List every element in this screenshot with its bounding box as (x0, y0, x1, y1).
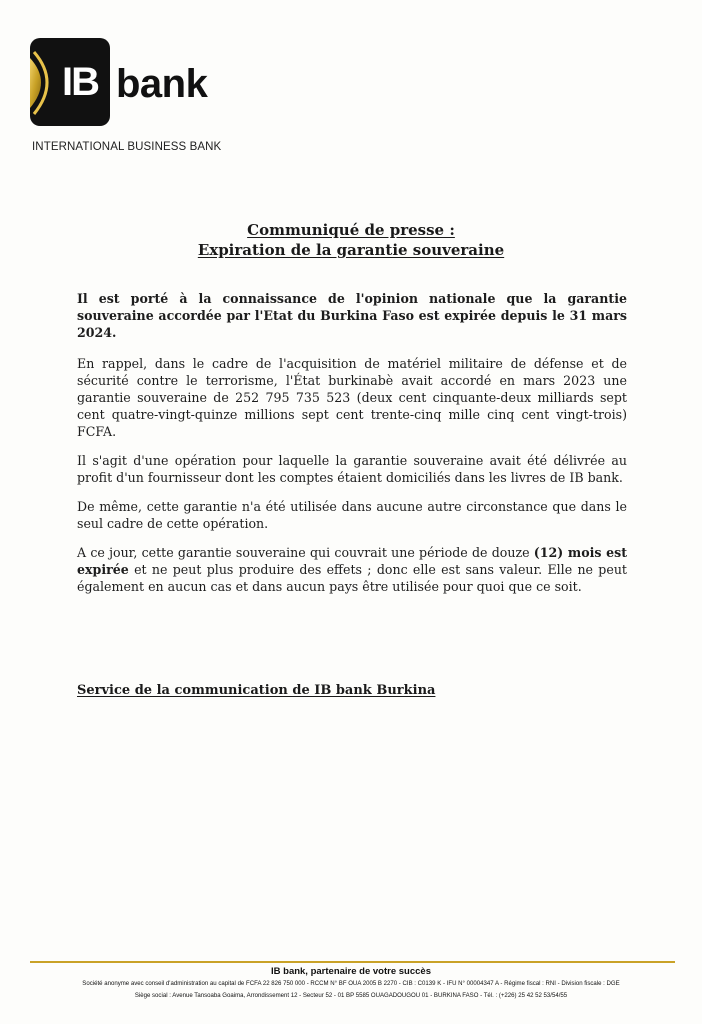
paragraph-operation: Il s'agit d'une opération pour laquelle la garantie souveraine avait été délivrée au profit d'un fournisseur dont les comptes étaient domiciliés dans les livres de IB bank. (77, 453, 627, 485)
footer-slogan: IB bank, partenaire de votre succès (271, 966, 431, 977)
paragraph-expiry (77, 544, 627, 595)
expiry-text-end: et ne peut plus produire des effets ; donc elle est sans valeur. Elle ne peut également en aucun cas et dans aucun pays être utilisée pour quoi que ce soit. (77, 562, 627, 594)
ib-bank-logo (30, 38, 230, 130)
expiry-text-bold: (12) mois est expirée (77, 545, 628, 577)
lead-paragraph: Il est porté à la connaissance de l'opinion nationale que la garantie souveraine accordée par l'Etat du Burkina Faso est expirée depuis le 31 mars 2024. (77, 291, 627, 340)
paragraph-recall: En rappel, dans le cadre de l'acquisition de matériel militaire de défense et de sécurité contre le terrorisme, l'État burkinabè avait accordé en mars 2023 une garantie souveraine de 252 795 735 523 (deux cent cinquante-deux milliards sept cent quatre-vingt-quinze millions sept cent trente-cinq mille cinq cent vingt-trois) FCFA. (77, 356, 627, 439)
paragraph-usage: De même, cette garantie n'a été utilisée dans aucune autre circonstance que dans le seul cadre de cette opération. (77, 499, 627, 531)
logo-initials: IB (62, 60, 98, 104)
title-line-1: Communiqué de presse : (247, 221, 455, 239)
title-line-2: Expiration de la garantie souveraine (197, 241, 505, 259)
logo-mark (30, 38, 110, 126)
expiry-text-start: A ce jour, cette garantie souveraine qui couvrait une période de douze (77, 545, 534, 560)
footer-legal-info: Société anonyme avec conseil d'administration au capital de FCFA 22 826 750 000 - RCCM N° BF OUA 2005 B 2270 - CIB : C0139 K - IFU N° 00004347 A - Régime fiscal : RNI - Division fiscale : DGE (82, 980, 620, 987)
signature: Service de la communication de IB bank Burkina (77, 683, 436, 698)
footer-divider (30, 961, 675, 963)
logo-wordmark: bank (116, 62, 208, 106)
document-title (0, 220, 702, 260)
bank-full-name: INTERNATIONAL BUSINESS BANK (32, 141, 222, 153)
footer-address: Siège social : Avenue Tansoaba Goaima, Arrondissement 12 - Secteur 52 - 01 BP 5585 OUAGADOUGOU 01 - BURKINA FASO - Tél. : (+226) 25 42 52 53/54/55 (134, 992, 568, 999)
document-body (77, 290, 627, 607)
